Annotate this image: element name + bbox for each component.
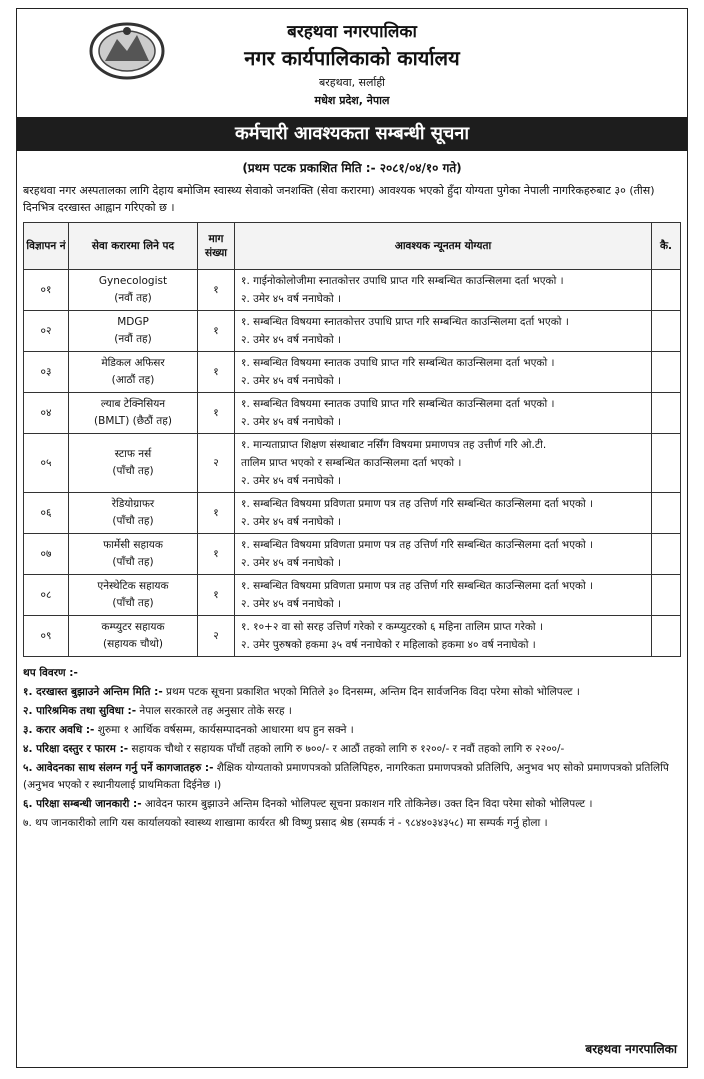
qualification-line: १. सम्बन्धित विषयमा स्नातक उपाधि प्राप्त गरि सम्बन्धित काउन्सिलमा दर्ता भएको ।	[241, 398, 555, 410]
province-country: मधेश प्रदेश, नेपाल	[314, 94, 390, 107]
post-name: स्टाफ नर्स	[114, 448, 152, 460]
qualification-line: २. उमेर ४५ वर्ष ननाघेको ।	[241, 516, 341, 528]
post-cell	[69, 616, 198, 657]
detail-label: ५. आवेदनका साथ संलग्न गर्नु पर्ने कागजातहरु :-	[23, 762, 214, 774]
detail-item	[23, 760, 681, 794]
demand-count: १	[198, 311, 235, 352]
ad-number: ०८	[24, 575, 69, 616]
post-level: (पाँचौ तह)	[112, 465, 154, 477]
vacancy-table	[23, 222, 681, 657]
demand-count: १	[198, 270, 235, 311]
remarks-cell	[652, 393, 681, 434]
ad-number: ०२	[24, 311, 69, 352]
qualification-line: १. सम्बन्धित विषयमा प्रविणता प्रमाण पत्र तह उत्तिर्ण गरि सम्बन्धित काउन्सिलमा दर्ता भएको ।	[241, 539, 594, 551]
qualification-line: २. उमेर ४५ वर्ष ननाघेको ।	[241, 293, 341, 305]
post-cell	[69, 270, 198, 311]
header-count: माग संख्या	[198, 223, 235, 270]
detail-item	[23, 741, 681, 758]
table-row	[24, 311, 681, 352]
qualification-cell	[235, 493, 652, 534]
qualification-line: १. सम्बन्धित विषयमा प्रविणता प्रमाण पत्र तह उत्तिर्ण गरि सम्बन्धित काउन्सिलमा दर्ता भएको ।	[241, 498, 594, 510]
ad-number: ०३	[24, 352, 69, 393]
detail-text: आवेदन फारम बुझाउने अन्तिम दिनको भोलिपल्ट सूचना प्रकाशन गरि तोकिनेछ। उक्त दिन विदा परेमा सोको भोलिपल्ट ।	[141, 798, 593, 810]
demand-count: १	[198, 393, 235, 434]
post-level: (नवौं तह)	[114, 333, 152, 345]
post-name: मेडिकल अफिसर	[101, 357, 165, 369]
post-cell	[69, 434, 198, 493]
qualification-line: १. सम्बन्धित विषयमा प्रविणता प्रमाण पत्र तह उत्तिर्ण गरि सम्बन्धित काउन्सिलमा दर्ता भएको ।	[241, 580, 594, 592]
detail-item	[23, 815, 681, 832]
table-row	[24, 270, 681, 311]
demand-count: १	[198, 352, 235, 393]
office-name: नगर कार्यपालिकाको कार्यालय	[244, 46, 460, 70]
header-remarks: कै.	[652, 223, 681, 270]
header-post: सेवा करारमा लिने पद	[69, 223, 198, 270]
table-row	[24, 352, 681, 393]
qualification-line: १. सम्बन्धित विषयमा स्नातक उपाधि प्राप्त गरि सम्बन्धित काउन्सिलमा दर्ता भएको ।	[241, 357, 555, 369]
header-ad-number: विज्ञापन नं	[24, 223, 69, 270]
post-cell	[69, 575, 198, 616]
remarks-cell	[652, 270, 681, 311]
post-name: एनेस्थेटिक सहायक	[97, 580, 169, 592]
qualification-line: २. उमेर पुरुषको हकमा ३५ वर्ष ननाघेको र महिलाको हकमा ४० वर्ष ननाघेको ।	[241, 639, 536, 651]
publication-date: (प्रथम पटक प्रकाशित मिति :- २०८१/०४/१० गते)	[242, 161, 462, 175]
qualification-cell	[235, 270, 652, 311]
table-row	[24, 393, 681, 434]
post-cell	[69, 534, 198, 575]
notice-frame	[16, 8, 688, 1068]
qualification-line: २. उमेर ४५ वर्ष ननाघेको ।	[241, 557, 341, 569]
qualification-cell	[235, 434, 652, 493]
remarks-cell	[652, 434, 681, 493]
table-row	[24, 434, 681, 493]
remarks-cell	[652, 493, 681, 534]
ad-number: ०९	[24, 616, 69, 657]
detail-label: १. दरखास्त बुझाउने अन्तिम मिति :-	[23, 686, 163, 698]
demand-count: २	[198, 434, 235, 493]
qualification-line: २. उमेर ४५ वर्ष ननाघेको ।	[241, 334, 341, 346]
table-row	[24, 493, 681, 534]
header	[17, 9, 687, 115]
detail-text: ७. थप जानकारीको लागि यस कार्यालयको स्वास्थ्य शाखामा कार्यरत श्री विष्णु प्रसाद श्रेष्ठ (सम्पर्क नं - ९८४४०३४३५८) मा सम्पर्क गर्नु होला ।	[23, 817, 548, 829]
qualification-line: १. १०+२ वा सो सरह उत्तिर्ण गरेको र कम्प्युटरको ६ महिना तालिम प्राप्त गरेको ।	[241, 621, 543, 633]
office-location: बरहथवा, सर्लाही	[318, 76, 386, 89]
ad-number: ०४	[24, 393, 69, 434]
demand-count: १	[198, 493, 235, 534]
post-name: Gynecologist	[98, 275, 168, 287]
post-cell	[69, 311, 198, 352]
qualification-line: २. उमेर ४५ वर्ष ननाघेको ।	[241, 475, 341, 487]
intro-paragraph: बरहथवा नगर अस्पतालका लागि देहाय बमोजिम स्वास्थ्य सेवाको जनशक्ति (सेवा करारमा) आवश्यक भएको हुँदा योग्यता पुगेका नेपाली नागरिकहरुबाट ३० (तीस) दिनभित्र दरखास्त आह्वान गरिएको छ ।	[23, 184, 655, 214]
table-row	[24, 575, 681, 616]
detail-text: शैक्षिक योग्यताको प्रमाणपत्रको प्रतिलिपिहरु, नागरिकता प्रमाणपत्रको प्रतिलिपि, अनुभव भए सोको प्रमाणपत्रको प्रतिलिपि (अनुभव भएको र स्थानीयलाई प्राथमिकता दिईनेछ ।)	[23, 762, 669, 791]
post-name: ल्याब टेक्निसियन	[100, 398, 166, 410]
qualification-cell	[235, 575, 652, 616]
qualification-line: १. मान्यताप्राप्त शिक्षण संस्थाबाट नर्सिंग विषयमा प्रमाणपत्र तह उत्तीर्ण गरि ओ.टी.	[241, 439, 547, 451]
qualification-line: तालिम प्राप्त भएको र सम्बन्धित काउन्सिलमा दर्ता भएको ।	[241, 457, 462, 469]
ad-number: ०५	[24, 434, 69, 493]
post-level: (पाँचौ तह)	[112, 515, 154, 527]
qualification-cell	[235, 393, 652, 434]
ad-number: ०७	[24, 534, 69, 575]
post-name: फार्मेसी सहायक	[103, 539, 163, 551]
detail-text: सहायक चौथो र सहायक पाँचौं तहको लागि रु ७००/- र आठौं तहको लागि रु १२००/- र नवौं तहको लागि रु २२००/-	[128, 743, 565, 755]
header-qualification: आवश्यक न्यूनतम योग्यता	[235, 223, 652, 270]
ad-number: ०१	[24, 270, 69, 311]
municipality-name: बरहथवा नगरपालिका	[287, 22, 417, 42]
post-level: (पाँचौ तह)	[112, 597, 154, 609]
detail-label: ३. करार अवधि :-	[23, 724, 95, 736]
additional-details	[17, 657, 687, 832]
demand-count: १	[198, 575, 235, 616]
detail-item	[23, 722, 681, 739]
post-cell	[69, 393, 198, 434]
table-row	[24, 616, 681, 657]
table-row	[24, 534, 681, 575]
post-name: रेडियोग्राफर	[111, 498, 155, 510]
signature: बरहथवा नगरपालिका	[585, 1042, 677, 1056]
details-title: थप विवरण :-	[23, 667, 78, 679]
qualification-line: २. उमेर ४५ वर्ष ननाघेको ।	[241, 375, 341, 387]
demand-count: १	[198, 534, 235, 575]
detail-label: ६. परिक्षा सम्बन्धी जानकारी :-	[23, 798, 142, 810]
qualification-cell	[235, 534, 652, 575]
qualification-cell	[235, 311, 652, 352]
remarks-cell	[652, 616, 681, 657]
post-level: (BMLT) (छैठौं तह)	[94, 415, 172, 427]
detail-text: प्रथम पटक सूचना प्रकाशित भएको मितिले ३० दिनसम्म, अन्तिम दिन सार्वजनिक विदा परेमा सोको भोलिपल्ट ।	[162, 686, 580, 698]
qualification-line: २. उमेर ४५ वर्ष ननाघेको ।	[241, 598, 341, 610]
remarks-cell	[652, 534, 681, 575]
post-name: MDGP	[117, 316, 149, 328]
detail-item	[23, 684, 681, 701]
remarks-cell	[652, 352, 681, 393]
ad-number: ०६	[24, 493, 69, 534]
post-cell	[69, 493, 198, 534]
post-level: (सहायक चौथो)	[103, 638, 163, 650]
qualification-line: १. गाईनोकोलोजीमा स्नातकोत्तर उपाधि प्राप्त गरि सम्बन्धित काउन्सिलमा दर्ता भएको ।	[241, 275, 564, 287]
remarks-cell	[652, 311, 681, 352]
qualification-line: १. सम्बन्धित विषयमा स्नातकोत्तर उपाधि प्राप्त गरि सम्बन्धित काउन्सिलमा दर्ता भएको ।	[241, 316, 569, 328]
table-header-row	[24, 223, 681, 270]
demand-count: २	[198, 616, 235, 657]
post-level: (आठौं तह)	[111, 374, 155, 386]
qualification-line: २. उमेर ४५ वर्ष ननाघेको ।	[241, 416, 341, 428]
post-name: कम्प्युटर सहायक	[101, 621, 165, 633]
qualification-cell	[235, 352, 652, 393]
detail-label: २. पारिश्रमिक तथा सुविधा :-	[23, 705, 137, 717]
post-level: (पाँचौ तह)	[112, 556, 154, 568]
notice-title-banner: कर्मचारी आवश्यकता सम्बन्धी सूचना	[17, 117, 687, 151]
remarks-cell	[652, 575, 681, 616]
detail-text: शुरुमा १ आर्थिक वर्षसम्म, कार्यसम्पादनको आधारमा थप हुन सक्ने ।	[94, 724, 354, 736]
post-cell	[69, 352, 198, 393]
detail-text: नेपाल सरकारले तह अनुसार तोके सरह ।	[136, 705, 292, 717]
detail-item	[23, 703, 681, 720]
detail-label: ४. परिक्षा दस्तुर र फारम :-	[23, 743, 129, 755]
post-level: (नवौं तह)	[114, 292, 152, 304]
detail-item	[23, 796, 681, 813]
qualification-cell	[235, 616, 652, 657]
